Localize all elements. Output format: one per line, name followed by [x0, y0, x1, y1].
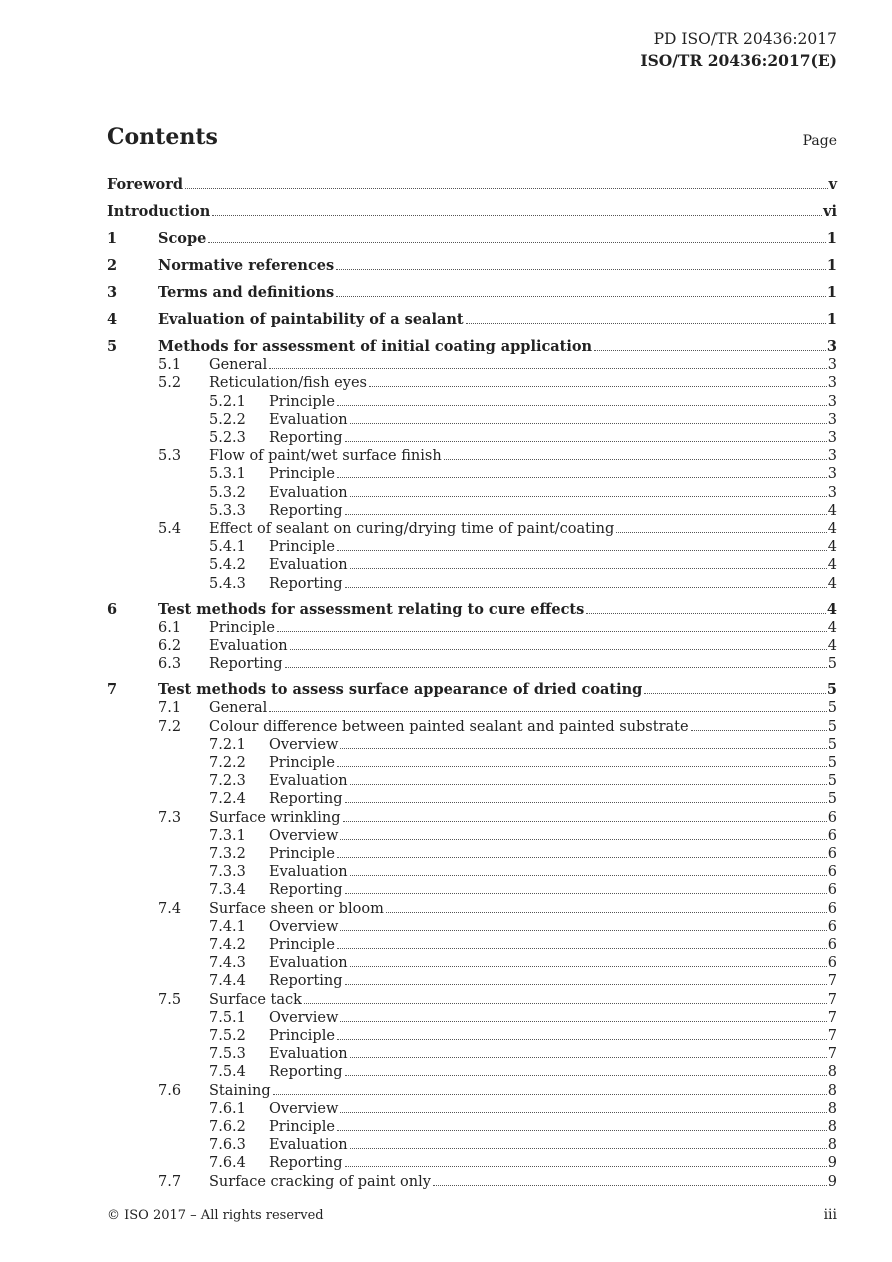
toc-entry-number: 5.1 [158, 357, 182, 374]
toc-entry-title: Reticulation/fish eyes [209, 375, 367, 392]
toc-entry[interactable] [107, 411, 837, 429]
toc-entry-title: Evaluation [269, 411, 348, 428]
toc-entry-number: 7.5.1 [209, 1009, 246, 1026]
toc-dot-leader [277, 631, 827, 632]
toc-dot-leader [337, 948, 827, 949]
toc-dot-leader [386, 912, 827, 913]
toc-dot-leader [345, 441, 827, 442]
toc-dot-leader [594, 350, 826, 351]
toc-entry-number: 7.3.1 [209, 827, 246, 844]
toc-entry-title: Principle [269, 393, 335, 410]
toc-entry-number: 7 [107, 681, 118, 699]
toc-entry-number: 5.3.1 [209, 466, 246, 483]
toc-entry-number: 7.6.2 [209, 1119, 246, 1135]
toc-entry[interactable] [107, 699, 837, 717]
toc-entry-page: 7 [827, 1028, 837, 1044]
toc-entry-number: 5.3.3 [209, 502, 246, 519]
toc-dot-leader [350, 568, 827, 569]
toc-entry-page: 1 [826, 284, 837, 301]
toc-dot-leader [269, 711, 826, 712]
toc-entry-page: 3 [827, 357, 837, 374]
toc-entry-title: Reporting [269, 973, 343, 990]
toc-entry[interactable] [107, 637, 837, 655]
toc-entry-title: Test methods to assess surface appearance of dried coating [158, 681, 643, 699]
toc-entry-title: Effect of sealant on curing/drying time of paint/coating [209, 521, 615, 537]
toc-dot-leader [337, 766, 827, 767]
toc-entry-page: 4 [827, 619, 837, 636]
toc-entry-page: 3 [827, 484, 837, 501]
toc-dot-leader [691, 730, 827, 731]
toc-entry-page: 4 [827, 521, 837, 537]
toc-entry-number: 7.6.3 [209, 1137, 246, 1154]
toc-entry-page: 5 [827, 656, 837, 673]
toc-entry-title: Reporting [269, 502, 343, 519]
toc-entry[interactable] [107, 918, 837, 936]
toc-entry-number: 7.2.2 [209, 755, 246, 771]
toc-entry[interactable] [107, 736, 837, 754]
toc-entry-number: 7.5.4 [209, 1064, 246, 1081]
toc-entry[interactable] [107, 772, 837, 790]
toc-entry[interactable] [107, 538, 837, 556]
toc-dot-leader [350, 966, 827, 967]
toc-entry-number: 7.3.3 [209, 864, 246, 881]
toc-entry-page: 3 [827, 466, 837, 483]
toc-dot-leader [290, 649, 827, 650]
toc-entry[interactable] [107, 429, 837, 447]
contents-heading: Contents [107, 124, 218, 150]
toc-entry[interactable] [107, 863, 837, 881]
toc-entry[interactable] [107, 954, 837, 972]
toc-entry-page: 3 [827, 448, 837, 465]
toc-dot-leader [340, 748, 826, 749]
toc-entry-page: 7 [827, 973, 837, 990]
toc-entry-page: 6 [827, 937, 837, 953]
toc-dot-leader [340, 1112, 826, 1113]
toc-entry-title: Evaluation [269, 484, 348, 501]
toc-dot-leader [340, 930, 826, 931]
toc-entry-number: 6.3 [158, 656, 182, 673]
toc-entry-title: Reporting [269, 575, 343, 592]
toc-entry-number: 7.3.4 [209, 882, 246, 899]
toc-entry-title: Reporting [269, 882, 343, 899]
toc-dot-leader [345, 893, 827, 894]
toc-entry-title: Reporting [209, 656, 283, 673]
toc-entry-number: 5.2.1 [209, 393, 246, 410]
toc-entry-title: Colour difference between painted sealant and painted substrate [209, 718, 689, 735]
toc-entry-number: 7.2.4 [209, 791, 246, 808]
toc-dot-leader [345, 1075, 827, 1076]
toc-entry[interactable] [107, 520, 837, 538]
toc-entry-number: 7.4 [158, 900, 182, 917]
toc-entry[interactable] [107, 447, 837, 465]
toc-dot-leader [345, 587, 827, 588]
toc-dot-leader [273, 1094, 827, 1095]
toc-entry-page: 5 [827, 718, 837, 735]
toc-entry-title: Overview [269, 827, 339, 844]
toc-entry-number: 6 [107, 600, 118, 618]
toc-dot-leader [340, 839, 826, 840]
toc-dot-leader [350, 1057, 827, 1058]
toc-entry-page: 1 [826, 311, 837, 328]
toc-entry[interactable] [107, 176, 837, 194]
toc-entry[interactable] [107, 1027, 837, 1045]
toc-dot-leader [644, 693, 826, 694]
toc-dot-leader [340, 1021, 826, 1022]
toc-entry-title: Overview [269, 1100, 339, 1117]
toc-entry-page: v [828, 176, 837, 193]
toc-entry[interactable] [107, 284, 837, 302]
toc-entry-number: 4 [107, 311, 118, 328]
toc-entry[interactable] [107, 900, 837, 918]
toc-entry-page: 8 [827, 1137, 837, 1154]
toc-entry[interactable] [107, 718, 837, 736]
toc-entry-page: 6 [827, 864, 837, 881]
toc-entry-page: 3 [827, 430, 837, 446]
toc-entry-title: Evaluation [269, 1137, 348, 1154]
toc-dot-leader [337, 1039, 827, 1040]
toc-entry-title: General [209, 700, 268, 717]
footer-page-number: iii [823, 1207, 837, 1223]
toc-entry-number: 5.2.2 [209, 411, 246, 428]
toc-entry-page: 5 [827, 700, 837, 717]
toc-entry-page: 8 [827, 1082, 837, 1099]
toc-entry-title: Terms and definitions [158, 284, 335, 301]
toc-entry-title: Principle [209, 619, 275, 636]
toc-dot-leader [350, 1148, 827, 1149]
toc-entry[interactable] [107, 356, 837, 374]
toc-dot-leader [285, 667, 827, 668]
toc-entry-page: 4 [827, 557, 837, 574]
toc-dot-leader [350, 496, 827, 497]
toc-entry-page: 1 [826, 230, 837, 247]
toc-entry[interactable] [107, 827, 837, 845]
toc-entry[interactable] [107, 972, 837, 990]
toc-entry-page: 8 [827, 1119, 837, 1135]
toc-entry-title: Overview [269, 1009, 339, 1026]
toc-entry-page: 7 [827, 991, 837, 1008]
toc-entry-number: 7.3 [158, 809, 182, 826]
toc-dot-leader [616, 532, 827, 533]
toc-entry-number: 7.5 [158, 991, 182, 1008]
toc-entry-page: 6 [827, 900, 837, 917]
toc-entry-page: 4 [826, 600, 837, 618]
toc-entry-number: 7.1 [158, 700, 182, 717]
toc-entry-title: Evaluation of paintability of a sealant [158, 311, 464, 328]
toc-dot-leader [586, 613, 826, 614]
toc-dot-leader [350, 875, 827, 876]
toc-entry-title: Principle [269, 1119, 335, 1135]
toc-entry-number: 2 [107, 257, 118, 274]
toc-entry-page: 6 [827, 955, 837, 972]
toc-entry[interactable] [107, 1100, 837, 1118]
toc-entry-number: 6.1 [158, 619, 182, 636]
toc-dot-leader [345, 514, 827, 515]
toc-dot-leader [337, 1130, 827, 1131]
toc-entry[interactable] [107, 1136, 837, 1154]
header-doc-id: PD ISO/TR 20436:2017 [653, 30, 837, 48]
toc-dot-leader [345, 802, 827, 803]
toc-dot-leader [337, 477, 827, 478]
toc-entry-page: vi [823, 203, 837, 220]
toc-entry-number: 7.2 [158, 718, 182, 735]
toc-entry-number: 1 [107, 230, 118, 247]
toc-entry[interactable] [107, 230, 837, 248]
toc-entry-page: 4 [827, 502, 837, 519]
toc-entry-title: Principle [269, 846, 335, 862]
toc-entry-page: 1 [826, 257, 837, 274]
toc-entry-title: Reporting [269, 430, 343, 446]
toc-entry[interactable] [107, 1154, 837, 1172]
toc-entry-title: Flow of paint/wet surface finish [209, 448, 442, 465]
toc-entry-title: Foreword [107, 176, 183, 193]
toc-entry-page: 8 [827, 1064, 837, 1081]
toc-entry[interactable] [107, 1045, 837, 1063]
toc-entry[interactable] [107, 1009, 837, 1027]
toc-entry-number: 5.4.1 [209, 539, 246, 556]
toc-entry-page: 5 [827, 791, 837, 808]
toc-entry-title: Surface tack [209, 991, 302, 1008]
toc-entry-title: Evaluation [269, 557, 348, 574]
toc-entry-page: 9 [827, 1173, 837, 1190]
toc-entry[interactable] [107, 338, 837, 356]
toc-dot-leader [208, 242, 826, 243]
toc-entry-number: 7.5.2 [209, 1028, 246, 1044]
toc-entry-title: Evaluation [269, 955, 348, 972]
toc-dot-leader [337, 550, 827, 551]
toc-entry-page: 6 [827, 827, 837, 844]
toc-entry-title: Surface sheen or bloom [209, 900, 384, 917]
toc-entry-page: 5 [826, 681, 837, 699]
toc-entry-number: 5.3.2 [209, 484, 246, 501]
toc-entry-title: Test methods for assessment relating to cure effects [158, 600, 585, 618]
toc-entry-title: Principle [269, 466, 335, 483]
toc-entry-number: 7.5.3 [209, 1046, 246, 1063]
toc-dot-leader [444, 459, 827, 460]
toc-entry[interactable] [107, 1063, 837, 1081]
toc-entry-page: 8 [827, 1100, 837, 1117]
toc-entry-page: 5 [827, 736, 837, 753]
toc-dot-leader [350, 423, 827, 424]
toc-dot-leader [304, 1003, 827, 1004]
toc-entry-title: Reporting [269, 791, 343, 808]
toc-entry-title: Principle [269, 937, 335, 953]
toc-entry-number: 7.6 [158, 1082, 182, 1099]
toc-entry-number: 6.2 [158, 638, 182, 654]
toc-entry-page: 6 [827, 882, 837, 899]
toc-entry[interactable] [107, 601, 837, 619]
toc-entry-title: Surface cracking of paint only [209, 1173, 431, 1190]
toc-dot-leader [212, 215, 822, 216]
toc-entry-title: Introduction [107, 203, 211, 220]
toc-entry[interactable] [107, 374, 837, 392]
toc-entry-number: 7.3.2 [209, 846, 246, 862]
toc-entry-page: 7 [827, 1009, 837, 1026]
toc-entry[interactable] [107, 311, 837, 329]
toc-entry-page: 3 [827, 375, 837, 392]
toc-entry-number: 7.6.1 [209, 1100, 246, 1117]
toc-entry-title: Evaluation [209, 638, 288, 654]
toc-entry[interactable] [107, 1118, 837, 1136]
toc-entry-page: 6 [827, 809, 837, 826]
toc-entry[interactable] [107, 484, 837, 502]
toc-entry[interactable] [107, 936, 837, 954]
toc-entry-title: Principle [269, 755, 335, 771]
toc-entry-number: 7.4.3 [209, 955, 246, 972]
toc-entry[interactable] [107, 655, 837, 673]
toc-entry[interactable] [107, 681, 837, 699]
toc-entry-number: 7.2.1 [209, 736, 246, 753]
toc-entry[interactable] [107, 619, 837, 637]
toc-entry-title: General [209, 357, 268, 374]
toc-entry-title: Methods for assessment of initial coating application [158, 338, 593, 355]
toc-entry[interactable] [107, 257, 837, 275]
toc-entry-title: Staining [209, 1082, 271, 1099]
toc-entry[interactable] [107, 203, 837, 221]
footer-copyright: © ISO 2017 – All rights reserved [107, 1208, 324, 1223]
toc-dot-leader [337, 857, 827, 858]
toc-entry[interactable] [107, 1082, 837, 1100]
toc-entry[interactable] [107, 465, 837, 483]
toc-entry-number: 5.4 [158, 521, 182, 537]
toc-entry-title: Reporting [269, 1155, 343, 1172]
toc-entry[interactable] [107, 991, 837, 1009]
toc-dot-leader [350, 784, 827, 785]
toc-entry-title: Overview [269, 736, 339, 753]
toc-entry-page: 9 [827, 1155, 837, 1172]
toc-entry-page: 3 [826, 338, 837, 355]
toc-entry[interactable] [107, 1173, 837, 1191]
toc-dot-leader [369, 386, 827, 387]
page-column-label: Page [802, 133, 837, 149]
toc-entry-number: 3 [107, 284, 118, 301]
toc-entry-number: 5 [107, 338, 118, 355]
toc-entry[interactable] [107, 790, 837, 808]
toc-entry-title: Overview [269, 918, 339, 935]
toc-entry[interactable] [107, 556, 837, 574]
toc-entry-number: 7.4.2 [209, 937, 246, 953]
toc-entry-number: 5.3 [158, 448, 182, 465]
toc-entry-page: 5 [827, 773, 837, 790]
toc-entry-title: Principle [269, 539, 335, 556]
toc-dot-leader [185, 188, 828, 189]
toc-dot-leader [336, 269, 826, 270]
toc-dot-leader [466, 323, 826, 324]
table-of-contents [107, 0, 837, 1262]
toc-entry-title: Evaluation [269, 864, 348, 881]
toc-entry-title: Normative references [158, 257, 335, 274]
toc-entry-page: 3 [827, 411, 837, 428]
toc-entry-page: 4 [827, 539, 837, 556]
toc-entry-number: 5.2 [158, 375, 182, 392]
toc-entry-title: Evaluation [269, 1046, 348, 1063]
toc-entry-page: 7 [827, 1046, 837, 1063]
toc-dot-leader [433, 1185, 827, 1186]
toc-entry[interactable] [107, 845, 837, 863]
toc-entry[interactable] [107, 575, 837, 593]
toc-entry-page: 4 [827, 638, 837, 654]
toc-dot-leader [343, 821, 827, 822]
toc-dot-leader [337, 405, 827, 406]
toc-entry-title: Scope [158, 230, 207, 247]
toc-entry-number: 7.7 [158, 1173, 182, 1190]
header-standard-id: ISO/TR 20436:2017(E) [640, 51, 837, 70]
toc-entry-number: 7.2.3 [209, 773, 246, 790]
toc-entry-title: Evaluation [269, 773, 348, 790]
toc-dot-leader [345, 984, 827, 985]
toc-entry[interactable] [107, 754, 837, 772]
toc-entry-number: 5.4.3 [209, 575, 246, 592]
toc-entry-page: 6 [827, 918, 837, 935]
toc-dot-leader [269, 368, 826, 369]
toc-entry-title: Reporting [269, 1064, 343, 1081]
toc-entry-page: 6 [827, 846, 837, 862]
toc-entry-number: 7.4.1 [209, 918, 246, 935]
toc-entry-number: 5.4.2 [209, 557, 246, 574]
toc-entry[interactable] [107, 809, 837, 827]
toc-entry[interactable] [107, 881, 837, 899]
toc-entry[interactable] [107, 502, 837, 520]
toc-entry-number: 7.4.4 [209, 973, 246, 990]
toc-entry-page: 5 [827, 755, 837, 771]
toc-dot-leader [336, 296, 826, 297]
toc-entry-page: 4 [827, 575, 837, 592]
toc-entry[interactable] [107, 393, 837, 411]
toc-entry-title: Principle [269, 1028, 335, 1044]
toc-entry-number: 5.2.3 [209, 430, 246, 446]
toc-entry-page: 3 [827, 393, 837, 410]
toc-entry-title: Surface wrinkling [209, 809, 341, 826]
toc-entry-number: 7.6.4 [209, 1155, 246, 1172]
toc-dot-leader [345, 1166, 827, 1167]
